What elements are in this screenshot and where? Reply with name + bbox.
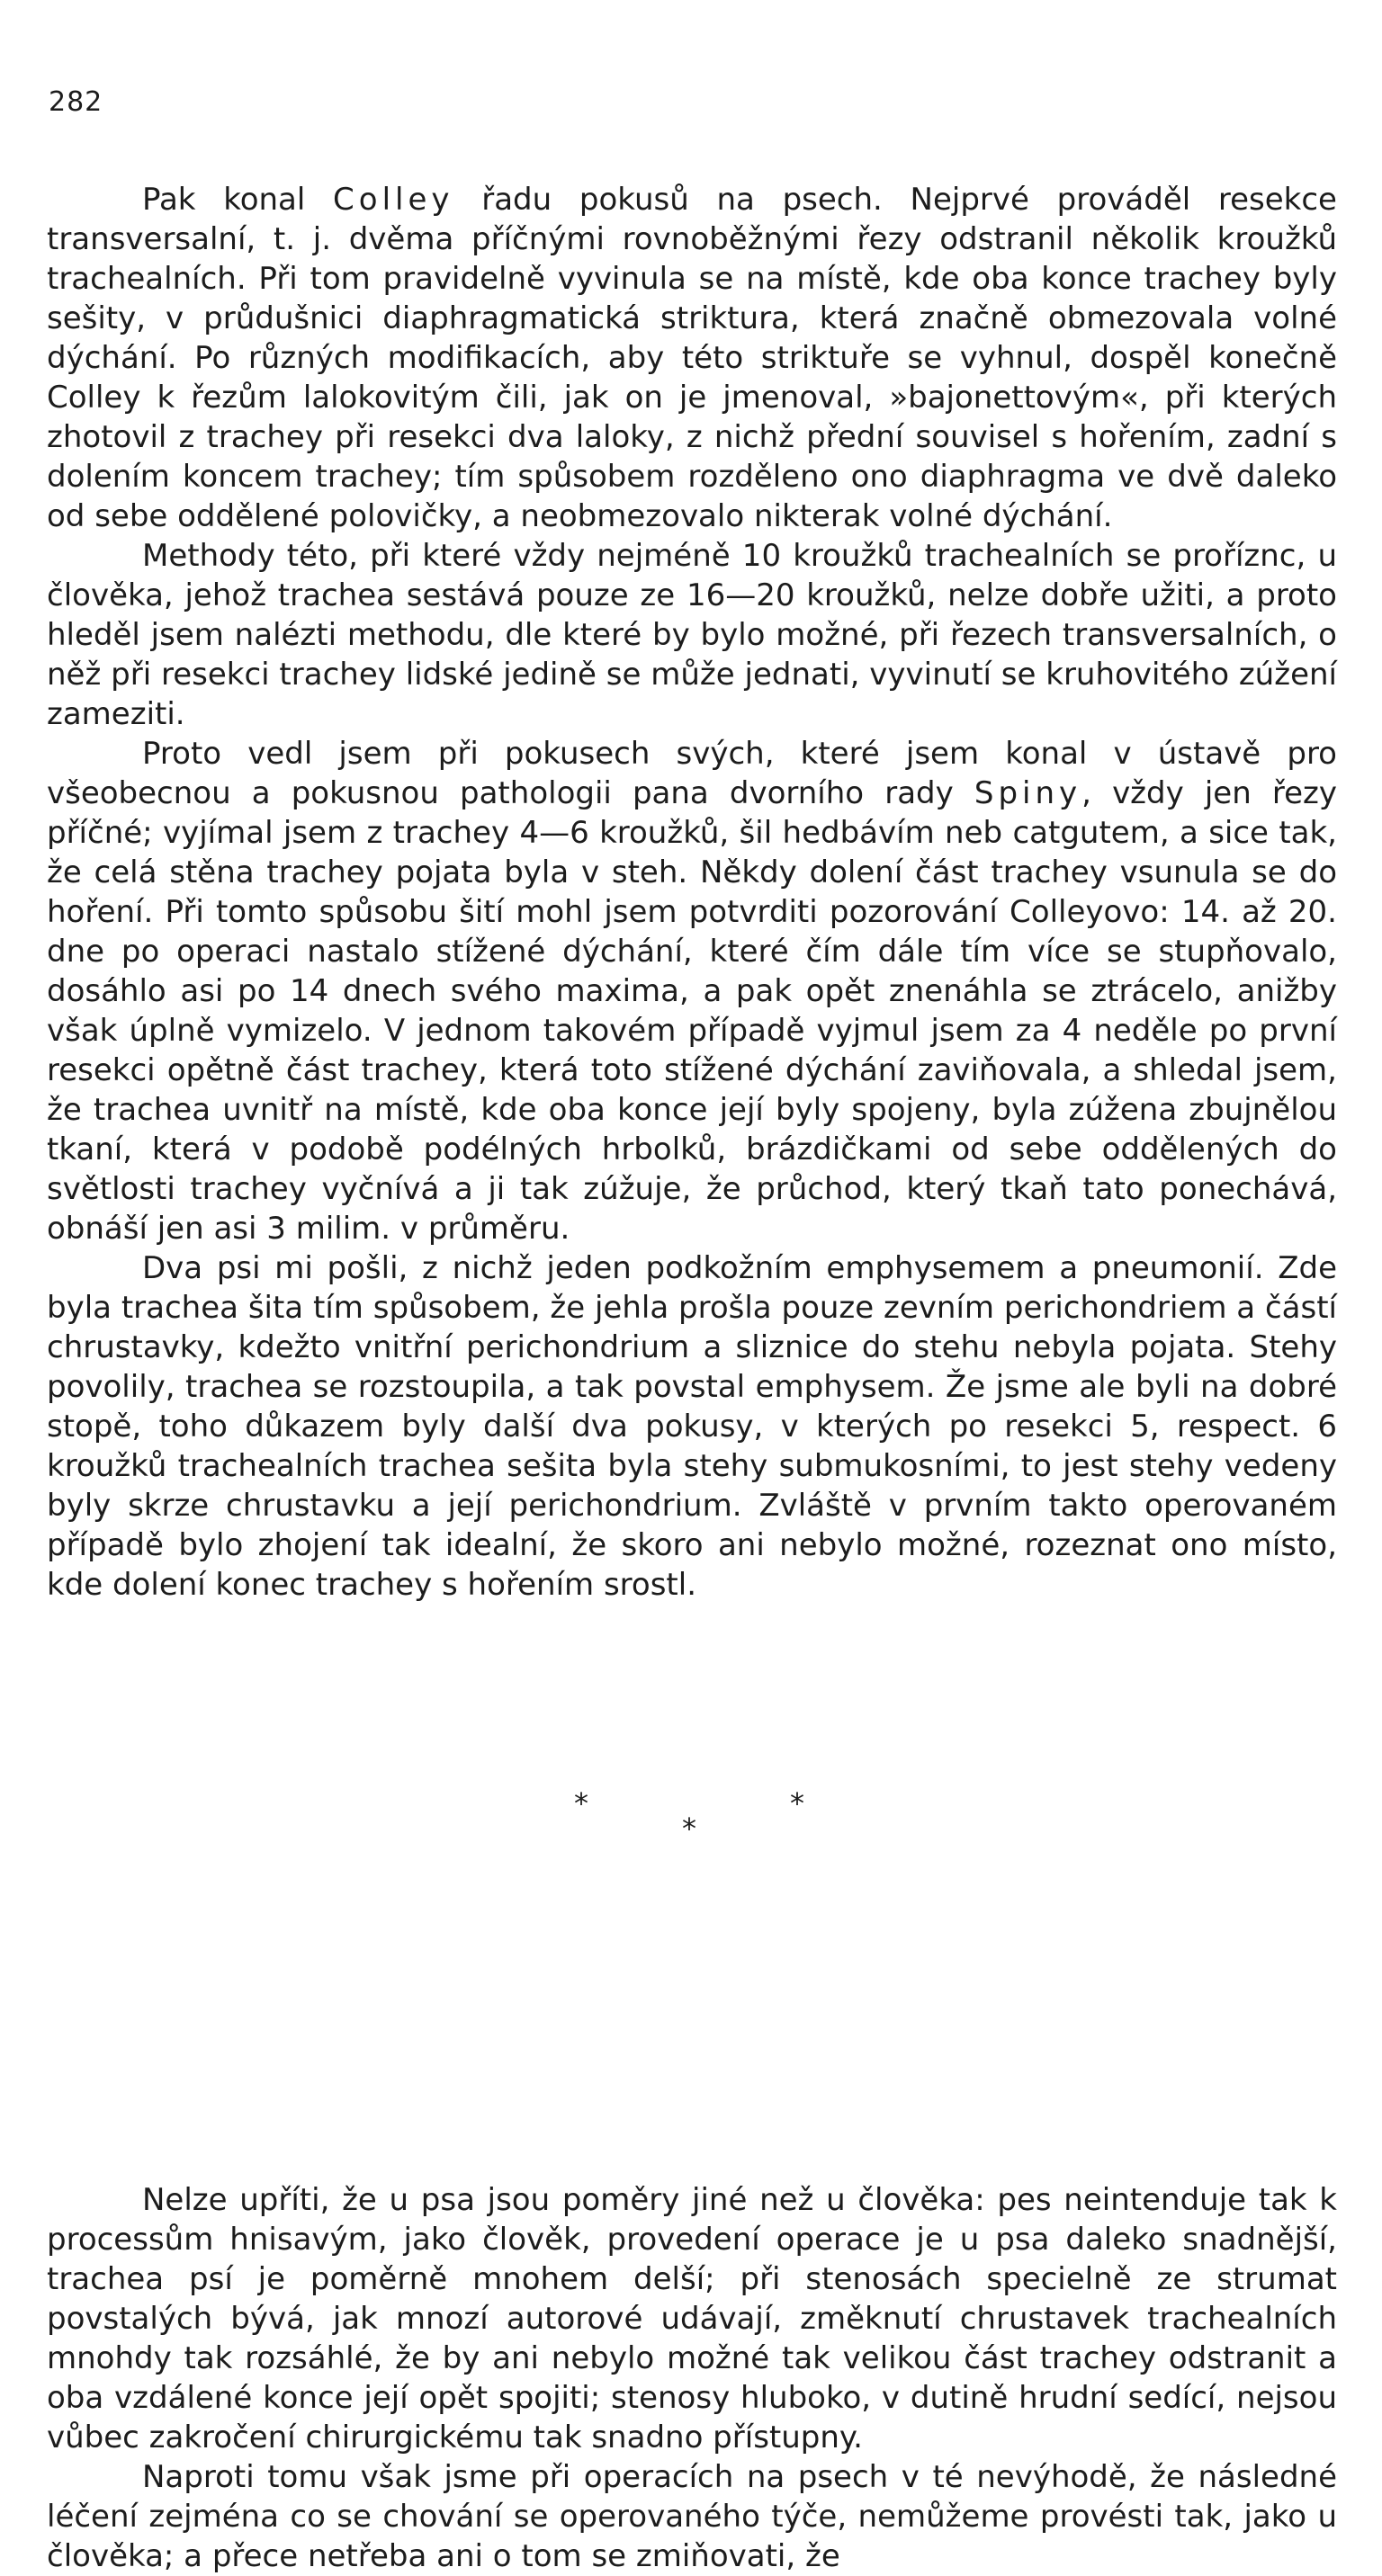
- text-section-discussion: [47, 2180, 1337, 2576]
- asterisk-mark: *: [682, 1811, 696, 1846]
- paragraph-text: řadu pokusů na psech. Nejprvé prováděl resekce transversalní, t. j. dvěma příčnými rovnoběžnými řezy odstranil několik kroužků trachealních. Při tom pravidelně vyvinula se na místě, kde oba konce trachey byly sešity, v průdušnici diaphragmatická striktura, která značně obmezovala volné dýchání. Po různých modifikacích, aby této striktuře se vyhnul, dospěl konečně Colley k řezům lalokovitým čili, jak on je jmenoval, »bajonettovým«, při kterých zhotovil z trachey při resekci dva laloky, z nichž přední souvisel s hořením, zadní s dolením koncem trachey; tím spůsobem rozděleno ono diaphragma ve dvě daleko od sebe oddělené polovičky, a neobmezovalo nikterak volné dýchání.: [47, 182, 1337, 534]
- paragraph-text: Proto vedl jsem při pokusech svých, které jsem konal v ústavě pro všeobecnou a pokusnou pathologii pana dvorního rady: [47, 736, 1337, 811]
- asterisk-mark: *: [790, 1786, 804, 1820]
- paragraph-disadvantage: Naproti tomu však jsme při operacích na psech v té nevýhodě, že následné léčení zejména co se chování se operovaného týče, nemůžeme provésti tak, jako u člověka; a přece netřeba ani o tom se zmiňovati, že: [47, 2459, 1337, 2574]
- paragraph-comparison: Nelze upříti, že u psa jsou poměry jiné než u člověka: pes neintenduje tak k processům hnisavým, jako člověk, provedení operace je u psa daleko snadnější, trachea psí je poměrně mnohem delší; při stenosách specielně ze strumat povstalých bývá, jak mnozí autorové udávají, změknutí chrustavek trachealních mnohdy tak rozsáhlé, že by ani nebylo možné tak velikou část trachey odstranit a oba vzdálené konce její opět spojiti; stenosy hluboko, v dutině hrudní sedící, nejsou vůbec zakročení chirurgickému tak snadno přístupny.: [47, 2182, 1337, 2455]
- paragraph-method: Methody této, při které vždy nejméně 10 kroužků trachealních se proříznc, u člověka, jehož trachea sestává pouze ze 16—20 kroužků, nelze dobře užiti, a proto hleděl jsem nalézti methodu, dle které by bylo možné, při řezech transversalních, o něž při resekci trachey lidské jedině se může jednati, vyvinutí se kruhovitého zúžení zameziti.: [47, 538, 1337, 732]
- page-number: 282: [49, 86, 103, 118]
- paragraph-text: Pak konal: [142, 182, 334, 218]
- author-name-colley: Colley: [333, 182, 454, 218]
- paragraph-colley-experiments: [47, 180, 1337, 536]
- text-section-main: [47, 180, 1337, 1605]
- paragraph-text: , vždy jen řezy příčné; vyjímal jsem z trachey 4—6 kroužků, šil hedbávím neb catgutem, a sice tak, že celá stěna trachey pojata byla v steh. Někdy dolení část trachey vsunula se do hoření. Při tomto spůsobu šití mohl jsem potvrditi pozorování Colleyovo: 14. až 20. dne po operaci nastalo stížené dýchání, které čím dále tím více se stupňovalo, dosáhlo asi po 14 dnech svého maxima, a pak opět znenáhla se ztrácelo, anižby však úplně vymizelo. V jednom takovém případě vyjmul jsem za 4 neděle po první resekci opětně část trachey, která toto stížené dýchání zaviňovala, a shledal jsem, že trachea uvnitř na místě, kde oba konce její byly spojeny, byla zúžena zbujnělou tkaní, která v podobě podélných hrbolků, brázdičkami od sebe oddělených do světlosti trachey vyčnívá a ji tak zúžuje, že průchod, který tkaň tato ponechává, obnáší jen asi 3 milim. v průměru.: [47, 775, 1337, 1247]
- asterism-separator: [0, 1777, 1382, 1867]
- asterisk-mark: *: [574, 1786, 588, 1820]
- paragraph-dog-results: Dva psi mi pošli, z nichž jeden podkožním emphysemem a pneumonií. Zde byla trachea šita tím spůsobem, že jehla prošla pouze zevním perichondriem a částí chrustavky, kdežto vnitřní perichondrium a sliznice do stehu nebyla pojata. Stehy povolily, trachea se rozstoupila, a tak povstal emphysem. Že jsme ale byli na dobré stopě, toho důkazem byly další dva pokusy, v kterých po resekci 5, respect. 6 kroužků trachealních trachea sešita byla stehy submukosními, to jest stehy vedeny byly skrze chrustavku a její perichondrium. Zvláště v prvním takto operovaném případě bylo zhojení tak idealní, že skoro ani nebylo možné, rozeznat ono místo, kde dolení konec trachey s hořením srostl.: [47, 1250, 1337, 1603]
- paragraph-own-experiments: [47, 734, 1337, 1248]
- author-name-spina: Spiny: [974, 775, 1082, 811]
